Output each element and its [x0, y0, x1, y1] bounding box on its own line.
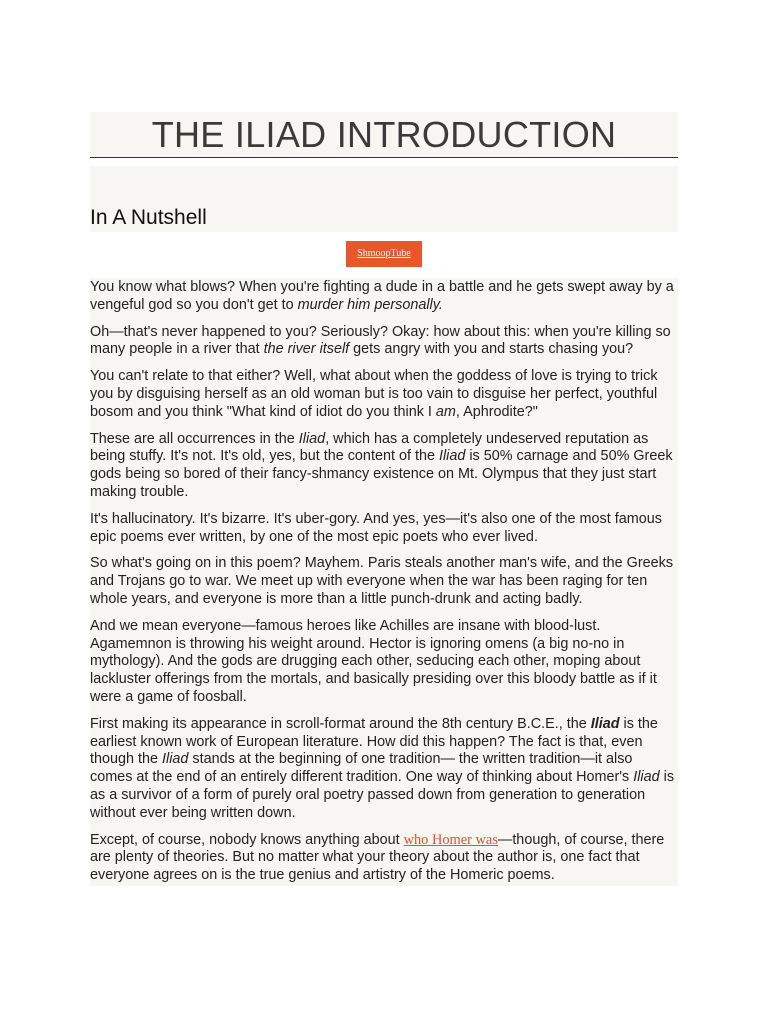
paragraph-1-text: You know what blows? When you're fighting a dude in a battle and he gets swept away by a vengeful god so you don't get to	[90, 279, 674, 313]
paragraph-8-text-2: is the earliest known work of European literature. How did this happen? The fact is that, even though the	[90, 715, 658, 768]
paragraph-3-tail: , Aphrodite?"	[455, 403, 538, 420]
paragraph-2	[90, 324, 678, 360]
title-block	[90, 112, 678, 158]
paragraph-8-text-4: is as a survivor of a form of purely oral poetry passed down from generation to generation without ever being written down.	[90, 769, 675, 821]
paragraph-4	[90, 431, 678, 502]
paragraph-3	[90, 368, 678, 421]
paragraph-2-tail: gets angry with you and starts chasing you?	[349, 341, 634, 358]
subhead-block	[90, 166, 678, 232]
paragraph-9-text-1: Except, of course, nobody knows anything about	[90, 831, 404, 848]
article	[90, 112, 678, 886]
paragraph-9	[90, 832, 678, 885]
paragraph-8-iliad-2: Iliad	[162, 751, 189, 768]
paragraph-6: So what's going on in this poem? Mayhem. Paris steals another man's wife, and the Greeks and Trojans go to war. We meet up with everyone when the war has been raging for ten whole years, and everyone is more than a little punch-drunk and acting badly.	[90, 555, 674, 607]
paragraph-2-emphasis: the river itself	[263, 341, 350, 358]
paragraph-8-text-1: First making its appearance in scroll-format around the 8th century B.C.E., the	[90, 715, 591, 732]
paragraph-4-text-3: is 50% carnage and 50% Greek gods being so bored of their fancy-shmancy existence on Mt. Olympus that they just start making trouble.	[90, 448, 673, 500]
paragraph-8	[90, 716, 678, 823]
page-title: THE ILIAD INTRODUCTION	[151, 114, 617, 155]
who-homer-was-link[interactable]: who Homer was	[403, 831, 498, 848]
paragraph-4-text-2: , which has a completely undeserved reputation as being stuffy. It's not. It's old, yes, but the content of the	[90, 430, 649, 465]
paragraph-8-iliad-1: Iliad	[590, 715, 620, 732]
paragraph-1-emphasis: murder him personally.	[297, 296, 443, 313]
paragraph-4-text-1: These are all occurrences in the	[90, 430, 299, 447]
paragraph-4-iliad-1: Iliad	[298, 430, 326, 447]
paragraph-5: It's hallucinatory. It's bizarre. It's uber-gory. And yes, yes—it's also one of the most famous epic poems ever written, by one of the most epic poets who ever lived.	[90, 510, 662, 545]
article-body	[90, 278, 678, 886]
paragraph-9-text-2: —though, of course, there are plenty of theories. But no matter what your theory about the author is, one fact that everyone agrees on is the true genius and artistry of the Homeric poems.	[90, 831, 665, 884]
paragraph-8-iliad-3: Iliad	[633, 769, 660, 786]
video-row	[90, 232, 678, 278]
paragraph-4-iliad-2: Iliad	[438, 448, 466, 465]
paragraph-3-emphasis: am	[435, 403, 456, 420]
paragraph-3-text: You can't relate to that either? Well, what about when the goddess of love is trying to trick you by disguising herself as an old woman but is too vain to disguise her perfect, youthful bosom and you think "What kind of idiot do you think I	[90, 368, 658, 420]
paragraph-8-text-3: stands at the beginning of one tradition— the written tradition—it also comes at the end of an entirely different tradition. One way of thinking about Homer's	[90, 751, 634, 786]
paragraph-2-text: Oh—that's never happened to you? Seriously? Okay: how about this: when you're killing so many people in a river that	[90, 323, 671, 358]
paragraph-1	[90, 279, 678, 315]
section-heading: In A Nutshell	[90, 206, 207, 229]
shmooptube-button[interactable]: ShmoopTube	[346, 241, 422, 267]
paragraph-7: And we mean everyone—famous heroes like Achilles are insane with blood-lust. Agamemnon is throwing his weight around. Hector is ignoring omens (a big no-no in mythology). And the gods are drugging each other, seducing each other, moping about lackluster offerings from the mortals, and basically presiding over this bloody battle as if it were a game of foosball.	[90, 617, 657, 705]
